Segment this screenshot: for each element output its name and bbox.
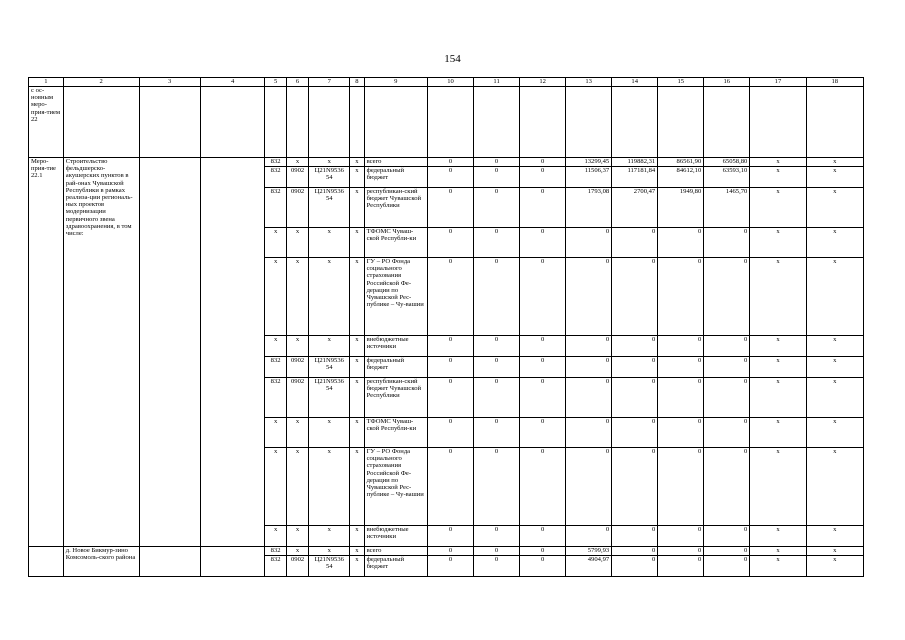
table-cell-c7: Ц21N9536 54 bbox=[309, 188, 350, 228]
table-cell-c16: 63593,10 bbox=[704, 167, 750, 188]
table-cell-c8: х bbox=[350, 418, 364, 448]
table-cell-c12: 0 bbox=[520, 448, 566, 526]
table-cell-c8: х bbox=[350, 357, 364, 378]
table-cell-c10: 0 bbox=[428, 228, 474, 258]
table-cell-c10: 0 bbox=[428, 418, 474, 448]
col-header: 4 bbox=[200, 78, 264, 87]
table-cell-c5: 832 bbox=[265, 188, 286, 228]
table-cell-c15: 0 bbox=[658, 228, 704, 258]
table-cell-c17: х bbox=[750, 448, 806, 526]
table-cell-c6: 0902 bbox=[286, 378, 309, 418]
table-cell-c14: 0 bbox=[612, 556, 658, 577]
table-cell-c10: 0 bbox=[428, 547, 474, 556]
table-cell-c5: х bbox=[265, 228, 286, 258]
table-cell-c18: х bbox=[806, 357, 863, 378]
table-cell-c7: х bbox=[309, 526, 350, 547]
col-header: 8 bbox=[350, 78, 364, 87]
table-cell-c18: х bbox=[806, 448, 863, 526]
table-cell-c5: 832 bbox=[265, 167, 286, 188]
col-header: 1 bbox=[29, 78, 64, 87]
table-cell-c11: 0 bbox=[474, 378, 520, 418]
participants-cell bbox=[200, 547, 264, 577]
measure-name-cell: Строительство фельдшерско-акушерских пунктов в рай-онах Чувашской Республики в рамках реализа-ции региональ-ных проектов модернизации первичного звена здравоохранения, в том числе: bbox=[63, 158, 139, 547]
table-cell-c17: х bbox=[750, 167, 806, 188]
table-cell-c12: 0 bbox=[520, 188, 566, 228]
table-cell-c14: 0 bbox=[612, 418, 658, 448]
table-cell-c16: 0 bbox=[704, 378, 750, 418]
col-header: 14 bbox=[612, 78, 658, 87]
table-cell-c11: 0 bbox=[474, 448, 520, 526]
col-header: 12 bbox=[520, 78, 566, 87]
table-cell-c16: 0 bbox=[704, 258, 750, 336]
table-cell-c8: х bbox=[350, 547, 364, 556]
table-cell-c15: 0 bbox=[658, 526, 704, 547]
table-cell-c9: ГУ – РО Фонда социального страхования Российской Фе-дерации по Чувашской Рес-публике – Чу-вашии bbox=[364, 448, 427, 526]
table-cell-c15: 0 bbox=[658, 418, 704, 448]
table-cell-c14: 0 bbox=[612, 547, 658, 556]
table-cell-c18: х bbox=[806, 526, 863, 547]
table-cell-c15: 0 bbox=[658, 556, 704, 577]
table-cell-c5: х bbox=[265, 258, 286, 336]
table-cell-c10: 0 bbox=[428, 556, 474, 577]
table-cell-c15: 0 bbox=[658, 336, 704, 357]
responsible-cell bbox=[139, 158, 200, 547]
table-cell-c7: Ц21N9536 54 bbox=[309, 378, 350, 418]
table-cell-c15: 0 bbox=[658, 357, 704, 378]
table-cell-c10: 0 bbox=[428, 378, 474, 418]
table-cell-c13: 0 bbox=[566, 526, 612, 547]
table-cell-c7: х bbox=[309, 547, 350, 556]
table-cell-c12: 0 bbox=[520, 258, 566, 336]
table-cell-c14: 0 bbox=[612, 258, 658, 336]
table-cell-c13: 11506,37 bbox=[566, 167, 612, 188]
table-cell-c6: х bbox=[286, 418, 309, 448]
col-header: 18 bbox=[806, 78, 863, 87]
table-cell-c18: х bbox=[806, 228, 863, 258]
table-cell-c15: 0 bbox=[658, 378, 704, 418]
table-cell-c6: х bbox=[286, 258, 309, 336]
table-cell-c6: х bbox=[286, 336, 309, 357]
col-header: 2 bbox=[63, 78, 139, 87]
measure-name-cell: д. Новое Бикмур-зино Комсомоль-ского района bbox=[63, 547, 139, 577]
table-cell-c14: 0 bbox=[612, 526, 658, 547]
table-cell-c18: х bbox=[806, 336, 863, 357]
table-cell-c14: 119882,31 bbox=[612, 158, 658, 167]
table-cell-c9: всего bbox=[364, 547, 427, 556]
table-cell-c10: 0 bbox=[428, 448, 474, 526]
table-cell-c9: республикан-ский бюджет Чувашской Республики bbox=[364, 188, 427, 228]
table-cell-c5: х bbox=[265, 336, 286, 357]
table-cell-c8: х bbox=[350, 188, 364, 228]
row-label: с ос-новным меро-прия-тием 22 bbox=[29, 87, 64, 158]
table-cell-c15: 0 bbox=[658, 547, 704, 556]
table-cell-c5: х bbox=[265, 418, 286, 448]
table-cell-c13: 0 bbox=[566, 418, 612, 448]
table-cell-c10: 0 bbox=[428, 336, 474, 357]
table-cell-c14: 0 bbox=[612, 228, 658, 258]
table-cell-c7: х bbox=[309, 336, 350, 357]
table-cell-c14: 0 bbox=[612, 357, 658, 378]
table-cell-c13: 0 bbox=[566, 258, 612, 336]
table-cell-c15: 86561,90 bbox=[658, 158, 704, 167]
table-cell-c18: х bbox=[806, 418, 863, 448]
table-cell-c5: 832 bbox=[265, 378, 286, 418]
table-cell-c17: х bbox=[750, 418, 806, 448]
table-row bbox=[29, 547, 864, 556]
table-cell-c16: 0 bbox=[704, 228, 750, 258]
table-row bbox=[29, 158, 864, 167]
table-cell-c7: Ц21N9536 54 bbox=[309, 167, 350, 188]
table-cell-c9: внебюджетные источники bbox=[364, 336, 427, 357]
table-cell-c12: 0 bbox=[520, 547, 566, 556]
table-cell-c12: 0 bbox=[520, 357, 566, 378]
col-header: 6 bbox=[286, 78, 309, 87]
table-cell-c14: 117181,84 bbox=[612, 167, 658, 188]
table-cell-c16: 65058,80 bbox=[704, 158, 750, 167]
table-cell-c18: х bbox=[806, 547, 863, 556]
table-cell-c6: х bbox=[286, 448, 309, 526]
col-header: 13 bbox=[566, 78, 612, 87]
table-cell-c15: 0 bbox=[658, 448, 704, 526]
table-cell-c6: х bbox=[286, 547, 309, 556]
table-cell-c17: х bbox=[750, 336, 806, 357]
measure-code-cell bbox=[29, 547, 64, 577]
table-cell-c6: х bbox=[286, 228, 309, 258]
table-cell-c14: 0 bbox=[612, 448, 658, 526]
table-cell-c7: Ц21N9536 54 bbox=[309, 556, 350, 577]
table-cell-c7: х bbox=[309, 418, 350, 448]
table-cell-c16: 0 bbox=[704, 357, 750, 378]
table-cell-c13: 0 bbox=[566, 357, 612, 378]
table-cell-c16: 0 bbox=[704, 547, 750, 556]
table-cell-c10: 0 bbox=[428, 188, 474, 228]
table-cell-c13: 13299,45 bbox=[566, 158, 612, 167]
col-header: 15 bbox=[658, 78, 704, 87]
table-cell-c9: федеральный бюджет bbox=[364, 357, 427, 378]
table-cell-c8: х bbox=[350, 336, 364, 357]
table-cell-c13: 5799,93 bbox=[566, 547, 612, 556]
table-cell-c11: 0 bbox=[474, 188, 520, 228]
table-cell-c10: 0 bbox=[428, 526, 474, 547]
table-cell-c10: 0 bbox=[428, 357, 474, 378]
table-cell-c8: х bbox=[350, 228, 364, 258]
table-cell-c13: 0 bbox=[566, 336, 612, 357]
table-cell-c12: 0 bbox=[520, 158, 566, 167]
table-cell-c15: 1949,80 bbox=[658, 188, 704, 228]
table-cell-c9: федеральный бюджет bbox=[364, 167, 427, 188]
table-cell-c7: х bbox=[309, 448, 350, 526]
col-header: 10 bbox=[428, 78, 474, 87]
table-cell-c9: всего bbox=[364, 158, 427, 167]
table-cell-c8: х bbox=[350, 378, 364, 418]
table-cell-c12: 0 bbox=[520, 336, 566, 357]
table-cell-c17: х bbox=[750, 556, 806, 577]
table-cell-c17: х bbox=[750, 258, 806, 336]
table-cell-c9: республикан-ский бюджет Чувашской Республики bbox=[364, 378, 427, 418]
table-cell-c11: 0 bbox=[474, 336, 520, 357]
table-cell-c6: 0902 bbox=[286, 188, 309, 228]
table-cell-c16: 0 bbox=[704, 336, 750, 357]
table-cell-c16: 0 bbox=[704, 556, 750, 577]
table-cell-c10: 0 bbox=[428, 158, 474, 167]
table-cell-c17: х bbox=[750, 188, 806, 228]
page-number: 154 bbox=[444, 53, 461, 65]
budget-table bbox=[28, 77, 864, 577]
table-cell-c12: 0 bbox=[520, 378, 566, 418]
table-cell-c16: 0 bbox=[704, 448, 750, 526]
table-cell-c12: 0 bbox=[520, 418, 566, 448]
table-cell-c11: 0 bbox=[474, 547, 520, 556]
table-cell-c11: 0 bbox=[474, 357, 520, 378]
table-cell-c18: х bbox=[806, 188, 863, 228]
table-cell-c18: х bbox=[806, 378, 863, 418]
table-cell-c14: 2700,47 bbox=[612, 188, 658, 228]
table-cell-c10: 0 bbox=[428, 258, 474, 336]
table-cell-c5: 832 bbox=[265, 158, 286, 167]
participants-cell bbox=[200, 158, 264, 547]
table-cell-c5: 832 bbox=[265, 556, 286, 577]
table-cell-c5: 832 bbox=[265, 547, 286, 556]
table-cell-c9: внебюджетные источники bbox=[364, 526, 427, 547]
responsible-cell bbox=[139, 547, 200, 577]
table-cell-c7: Ц21N9536 54 bbox=[309, 357, 350, 378]
table-cell-c8: х bbox=[350, 556, 364, 577]
table-cell-c13: 0 bbox=[566, 228, 612, 258]
col-header: 16 bbox=[704, 78, 750, 87]
table-cell-c11: 0 bbox=[474, 556, 520, 577]
table-cell-c5: х bbox=[265, 526, 286, 547]
table-cell-c8: х bbox=[350, 258, 364, 336]
col-header: 17 bbox=[750, 78, 806, 87]
table-cell-c14: 0 bbox=[612, 378, 658, 418]
table-cell-c11: 0 bbox=[474, 158, 520, 167]
table-cell-c8: х bbox=[350, 167, 364, 188]
table-cell-c8: х bbox=[350, 448, 364, 526]
table-cell-c11: 0 bbox=[474, 526, 520, 547]
col-header: 7 bbox=[309, 78, 350, 87]
table-cell-c6: х bbox=[286, 526, 309, 547]
table-cell-c7: х bbox=[309, 228, 350, 258]
table-cell-c6: 0902 bbox=[286, 357, 309, 378]
table-cell-c5: 832 bbox=[265, 357, 286, 378]
table-row bbox=[29, 87, 864, 158]
table-cell-c14: 0 bbox=[612, 336, 658, 357]
table-cell-c5: х bbox=[265, 448, 286, 526]
table-cell-c11: 0 bbox=[474, 418, 520, 448]
table-cell-c13: 0 bbox=[566, 378, 612, 418]
table-cell-c9: ТФОМС Чуваш-ской Республи-ки bbox=[364, 418, 427, 448]
col-header: 9 bbox=[364, 78, 427, 87]
table-cell-c17: х bbox=[750, 378, 806, 418]
table-cell-c10: 0 bbox=[428, 167, 474, 188]
table-cell-c16: 0 bbox=[704, 418, 750, 448]
col-header: 11 bbox=[474, 78, 520, 87]
table-cell-c15: 0 bbox=[658, 258, 704, 336]
table-cell-c9: федеральный бюджет bbox=[364, 556, 427, 577]
table-cell-c15: 84612,10 bbox=[658, 167, 704, 188]
table-cell-c11: 0 bbox=[474, 228, 520, 258]
table-cell-c18: х bbox=[806, 158, 863, 167]
table-cell-c9: ГУ – РО Фонда социального страхования Российской Фе-дерации по Чувашской Рес-публике – Чу-вашии bbox=[364, 258, 427, 336]
table-cell-c13: 1793,08 bbox=[566, 188, 612, 228]
table-cell-c18: х bbox=[806, 258, 863, 336]
table-cell-c13: 0 bbox=[566, 448, 612, 526]
table-cell-c18: х bbox=[806, 167, 863, 188]
col-header: 3 bbox=[139, 78, 200, 87]
table-cell-c17: х bbox=[750, 547, 806, 556]
table-cell-c9: ТФОМС Чуваш-ской Республи-ки bbox=[364, 228, 427, 258]
table-cell-c11: 0 bbox=[474, 258, 520, 336]
table-cell-c12: 0 bbox=[520, 167, 566, 188]
table-cell-c12: 0 bbox=[520, 228, 566, 258]
table-cell-c8: х bbox=[350, 526, 364, 547]
table-cell-c17: х bbox=[750, 158, 806, 167]
column-number-row bbox=[29, 78, 864, 87]
table-cell-c6: 0902 bbox=[286, 167, 309, 188]
table-cell-c17: х bbox=[750, 228, 806, 258]
table-cell-c6: х bbox=[286, 158, 309, 167]
table-cell-c8: х bbox=[350, 158, 364, 167]
table-cell-c13: 4904,97 bbox=[566, 556, 612, 577]
col-header: 5 bbox=[265, 78, 286, 87]
table-cell-c6: 0902 bbox=[286, 556, 309, 577]
table-cell-c11: 0 bbox=[474, 167, 520, 188]
table-cell-c7: х bbox=[309, 258, 350, 336]
table-cell-c16: 0 bbox=[704, 526, 750, 547]
table-cell-c17: х bbox=[750, 357, 806, 378]
table-cell-c18: х bbox=[806, 556, 863, 577]
table-cell-c12: 0 bbox=[520, 556, 566, 577]
table-cell-c17: х bbox=[750, 526, 806, 547]
measure-code-cell: Меро-прия-тие 22.1 bbox=[29, 158, 64, 547]
table-cell-c7: х bbox=[309, 158, 350, 167]
table-cell-c12: 0 bbox=[520, 526, 566, 547]
table-cell-c16: 1465,70 bbox=[704, 188, 750, 228]
